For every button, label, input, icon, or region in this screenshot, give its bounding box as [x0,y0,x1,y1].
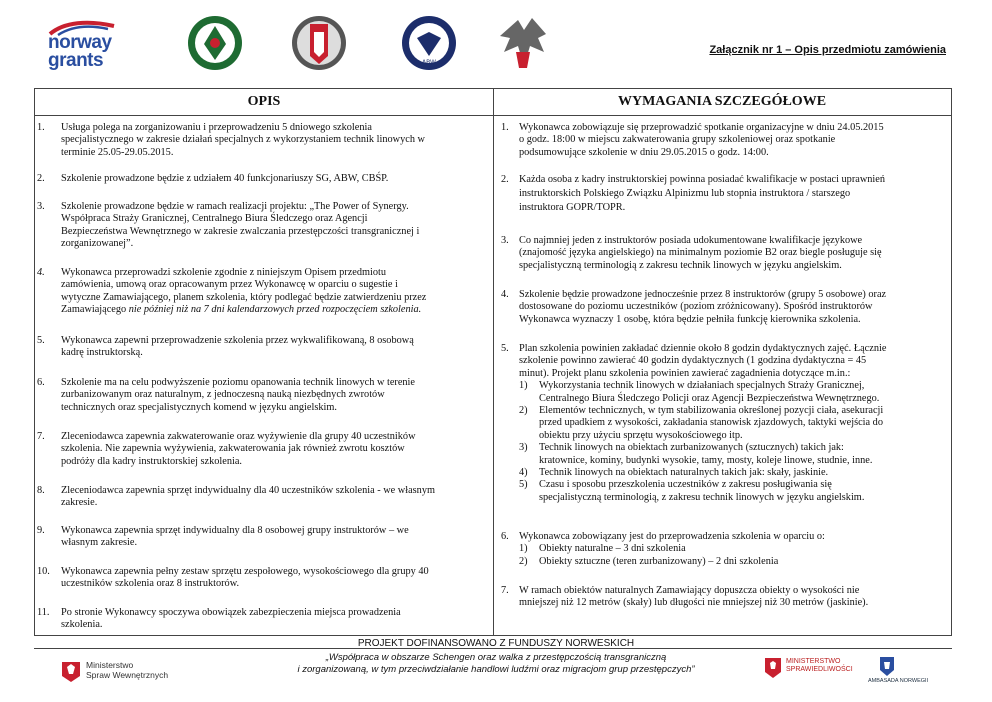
item-line: szkolenia. Nie zapewnia wyżywienia, zakwaterowania jak również zwrotu kosztów [61,443,405,455]
item-number: 2. [501,174,509,185]
sub-item-line: Technik linowych na obiektach zurbanizowanych (sztucznych) takich jak: [539,442,844,454]
wymagania-item-7 [497,585,945,610]
item-line: Szkolenie prowadzone będzie w ramach realizacji projektu: „The Power of Synergy. [61,201,409,212]
item-number: 6. [501,531,509,542]
item-number: 10. [37,566,50,577]
item-line: kadrę instruktorską. [61,347,143,359]
item-number: 4. [37,267,45,278]
item-line-italic: nie później niż na 7 dni kalendarzowych przed rozpoczęciem szkolenia. [128,304,422,316]
item-line: zorganizowanej”. [61,238,134,250]
attachment-title: Załącznik nr 1 – Opis przedmiotu zamówienia [709,44,946,56]
item-line: Wykonawca zapewnia pełny zestaw sprzętu zespołowego, wysokościowego dla grupy 40 [61,566,429,577]
sub-item-line: Wykorzystania technik linowych w działaniach specjalnych Straży Granicznej, [539,380,865,392]
ministry-justice-logo [764,656,853,685]
sub-item-line: specjalistyczną terminologią, z zakresu technik linowych w języku angielskim. [539,491,865,503]
wymagania-item-4 [497,289,945,326]
sub-item-line: Obiekty sztuczne (teren zurbanizowany) – 2 dni szkolenia [539,555,779,567]
item-line: Wykonawca zapewnia sprzęt indywidualny dla 8 osobowej grupy instruktorów – we [61,525,409,536]
item-line: Zleceniodawca zapewnia zakwaterowanie oraz wyżywienie dla grupy 40 uczestników [61,431,416,442]
item-line: dostosowane do poziomu uczestników (poziom zróżnicowany). Spośród instruktorów [519,301,873,313]
item-line: podsumowujące szkolenie w dniu 29.05.2015 o godz. 14:00. [519,146,769,158]
item-line: Szkolenie prowadzone będzie z udziałem 40 funkcjonariuszy SG, ABW, CBŚP. [61,173,389,184]
opis-item-1 [37,122,487,159]
item-line: instruktora GOPR/TOPR. [519,202,626,213]
item-line: Bezpieczeństwa Wewnętrznego w zakresie zwalczania przestępczości transgranicznej i [61,225,420,237]
item-number: 1. [37,122,45,133]
item-line: Wykonawca przeprowadzi szkolenie zgodnie z niniejszym Opisem przedmiotu [61,267,387,278]
wymagania-item-5 [497,343,945,504]
opis-item-3 [37,201,487,251]
item-line: Wykonawca wyznaczy 1 osobę, która będzie pełniła funkcję kierownika szkolenia. [519,313,861,325]
item-number: 7. [37,431,45,442]
document-footer [0,638,992,702]
sub-item-line: Czasu i sposobu przeszkolenia uczestników z zakresu posługiwania się [539,479,832,491]
item-line: wytyczne Zamawiającego, planem szkolenia, który podlegać będzie zatwierdzeniu przez [61,291,427,303]
mswia-logo [60,658,169,689]
sub-item-line: Centralnego Biura Śledczego Policji oraz Agencji Bezpieczeństwa Wewnętrznego. [539,392,880,404]
sub-item-number: 1) [519,380,528,392]
item-line: Zleceniodawca zapewnia sprzęt indywidualny dla 40 uczestników szkolenia - we własnym [61,485,435,496]
sub-item-3 [519,442,945,467]
item-number: 1. [501,122,509,133]
ministry-justice-eagle-icon [764,656,782,680]
item-line: Po stronie Wykonawcy spoczywa obowiązek zabezpieczenia miejsca prowadzenia [61,607,401,618]
sub-list [497,543,945,568]
sub-item-number: 5) [519,479,528,491]
item-line: Każda osoba z kadry instruktorskiej powinna posiadać kwalifikacje w postaci uprawnień [519,174,885,185]
sub-item-number: 1) [519,543,528,555]
sub-item-line: przed upadkiem z wysokości, zakładania stanowisk zjazdowych, taktyki wejścia do [539,417,883,429]
document-header [0,0,992,88]
footer-project-line-1: „Współpraca w obszarze Schengen oraz walka z przestępczością transgraniczną [325,652,667,663]
eagle-emblem [494,12,552,74]
item-number: 11. [37,607,50,618]
item-line: szkolenie powinno zawierać 40 godzin dydaktycznych (1 godzina dydaktyczna = 45 [519,355,867,367]
logo-text-norway: norway [48,32,112,53]
item-number: 6. [37,377,45,388]
opis-item-4 [37,267,487,317]
sub-item-line: Technik linowych na obiektach naturalnych takich jak: skały, jaskinie. [539,467,829,479]
wymagania-item-2 [497,173,945,215]
item-line: Wykonawca zapewni przeprowadzenie szkolenia przez wykwalifikowaną, 8 osobową [61,335,414,346]
item-number: 2. [37,173,45,184]
wymagania-item-3 [497,235,945,272]
opis-item-5 [37,335,487,360]
item-line-plain: Zamawiającego [61,304,129,316]
item-line: zamówienia, umową oraz opracowanym przez Wykonawcę w oparciu o sugestie i [61,279,398,291]
item-line: Wykonawca zobowiązany jest do przeprowadzenia szkolenia w oparciu o: [519,531,825,542]
item-number: 5. [501,343,509,354]
sub-item-number: 2) [519,405,528,417]
item-line: W ramach obiektów naturalnych Zamawiający dopuszcza obiekty o wysokości nie [519,585,860,596]
item-line: o godz. 18:00 w miejscu zakwaterowania grupy szkoleniowej oraz spotkanie [519,134,836,146]
sub-item-line: obiektu przy użyciu sprzętu wysokościowego itp. [539,429,743,441]
item-line: Usługa polega na zorganizowaniu i przeprowadzeniu 5 dniowego szkolenia [61,122,372,133]
wymagania-item-1 [497,122,945,159]
ms-line-1: MINISTERSTWO [786,658,841,665]
item-number: 9. [37,525,45,536]
polish-eagle-icon [60,658,82,684]
requirements-table [34,88,952,636]
item-line: zakresie. [61,497,98,509]
ms-line-2: SPRAWIEDLIWOŚCI [786,666,853,673]
opis-item-10 [37,566,487,591]
item-line: szkolenia. [61,619,103,631]
opis-item-6 [37,377,487,414]
item-number: 4. [501,289,509,300]
column-header-wymagania: WYMAGANIA SZCZEGÓŁOWE [617,94,827,109]
sub-item-line: Elementów technicznych, w tym stabilizowania określonej pozycji ciała, asekuracji [539,405,884,417]
item-line: technicznych oraz specjalistycznych komend w języku angielskim. [61,401,337,413]
item-line: Współpraca Straży Granicznej, Centralnego Biura Śledczego oraz Agencji [61,213,368,225]
sub-list [497,380,945,504]
footer-divider [34,648,952,649]
item-line: Szkolenie będzie prowadzone jednocześnie przez 8 instruktorów (grupy 5 osobowe) oraz [519,289,887,300]
border-guard-emblem [186,12,244,74]
sub-item-1 [519,380,945,405]
item-number: 3. [37,201,45,212]
item-line: Plan szkolenia powinien zakładać dziennie około 8 godzin dydaktycznych zajęć. Łącznie [519,343,887,354]
item-line: podróży dla kadry instruktorskiej szkolenia. [61,455,243,467]
sub-item-line: Obiekty naturalne – 3 dni szkolenia [539,543,686,555]
sub-item-4 [519,467,945,479]
mswia-line-1: Ministerstwo [86,660,134,670]
mswia-line-2: Spraw Wewnętrznych [86,670,169,680]
item-line: terminie 25.05-29.05.2015. [61,146,174,158]
item-line: zurbanizowanym oraz naturalnym, z jednoczesną nauką niezbędnych zwrotów [61,389,385,401]
sub-item-number: 3) [519,442,528,454]
sub-item-number: 2) [519,555,528,567]
item-line: (znajomość języka angielskiego) na minimalnym poziomie B2 oraz biegle posługuje się [519,247,882,259]
norway-grants-logo [40,20,130,70]
opis-item-7 [37,431,487,468]
item-line: Co najmniej jeden z instruktorów posiada udokumentowane kwalifikacje językowe [519,235,863,246]
item-line: Wykonawca zobowiązuje się przeprowadzić spotkanie organizacyjne w dniu 24.05.2015 [519,122,884,133]
item-line: Szkolenie ma na celu podwyższenie poziomu opanowania technik linowych w terenie [61,377,415,388]
opis-item-8 [37,485,487,510]
footer-project-line-2: i zorganizowaną, w tym przeciwdziałanie handlowi ludźmi oraz migracjom grup przestępczych” [297,664,695,675]
svg-text:ABW: ABW [422,59,436,66]
item-number: 5. [37,335,45,346]
police-emblem [290,12,348,74]
sub-item-2 [519,556,945,568]
embassy-label: AMBASADA NORWEGII [868,678,929,684]
sub-item-2 [519,405,945,442]
abw-emblem [400,12,458,74]
embassy-logo [868,654,929,684]
column-header-opis: OPIS [247,94,281,109]
column-divider [493,89,494,635]
norwegian-lion-icon [872,654,902,678]
item-line: uczestników szkolenia oraz 8 instruktorów. [61,578,240,590]
item-line: mniejszej niż 12 metrów (skały) lub długości nie mniejszej niż 30 metrów (jaskinie). [519,597,869,609]
logo-text-grants: grants [48,50,104,71]
opis-item-11 [37,607,487,632]
item-number: 8. [37,485,45,496]
item-line: specjalistycznego w zakresie działań specjalnych z wykorzystaniem technik linowych w [61,134,425,146]
item-number: 3. [501,235,509,246]
footer-title: PROJEKT DOFINANSOWANO Z FUNDUSZY NORWESKICH [357,638,635,649]
opis-item-2 [37,173,487,185]
item-line: specjalistyczną terminologią z zakresu technik linowych w języku angielskim. [519,259,842,271]
sub-item-line: kratownice, kominy, budynki wysokie, tamy, mosty, koleje linowe, studnie, inne. [539,454,873,466]
sub-item-1 [519,543,945,555]
item-line: własnym zakresie. [61,537,138,549]
sub-item-number: 4) [519,467,528,479]
opis-item-9 [37,525,487,550]
item-line: instruktorskich Polskiego Związku Alpinizmu lub stopnia instruktora / starszego [519,188,851,199]
item-number: 7. [501,585,509,596]
wymagania-item-6 [497,531,945,568]
item-line: minut). Projekt planu szkolenia powinien zawierać zagadnienia dotyczące m.in.: [519,367,851,379]
sub-item-5 [519,479,945,504]
